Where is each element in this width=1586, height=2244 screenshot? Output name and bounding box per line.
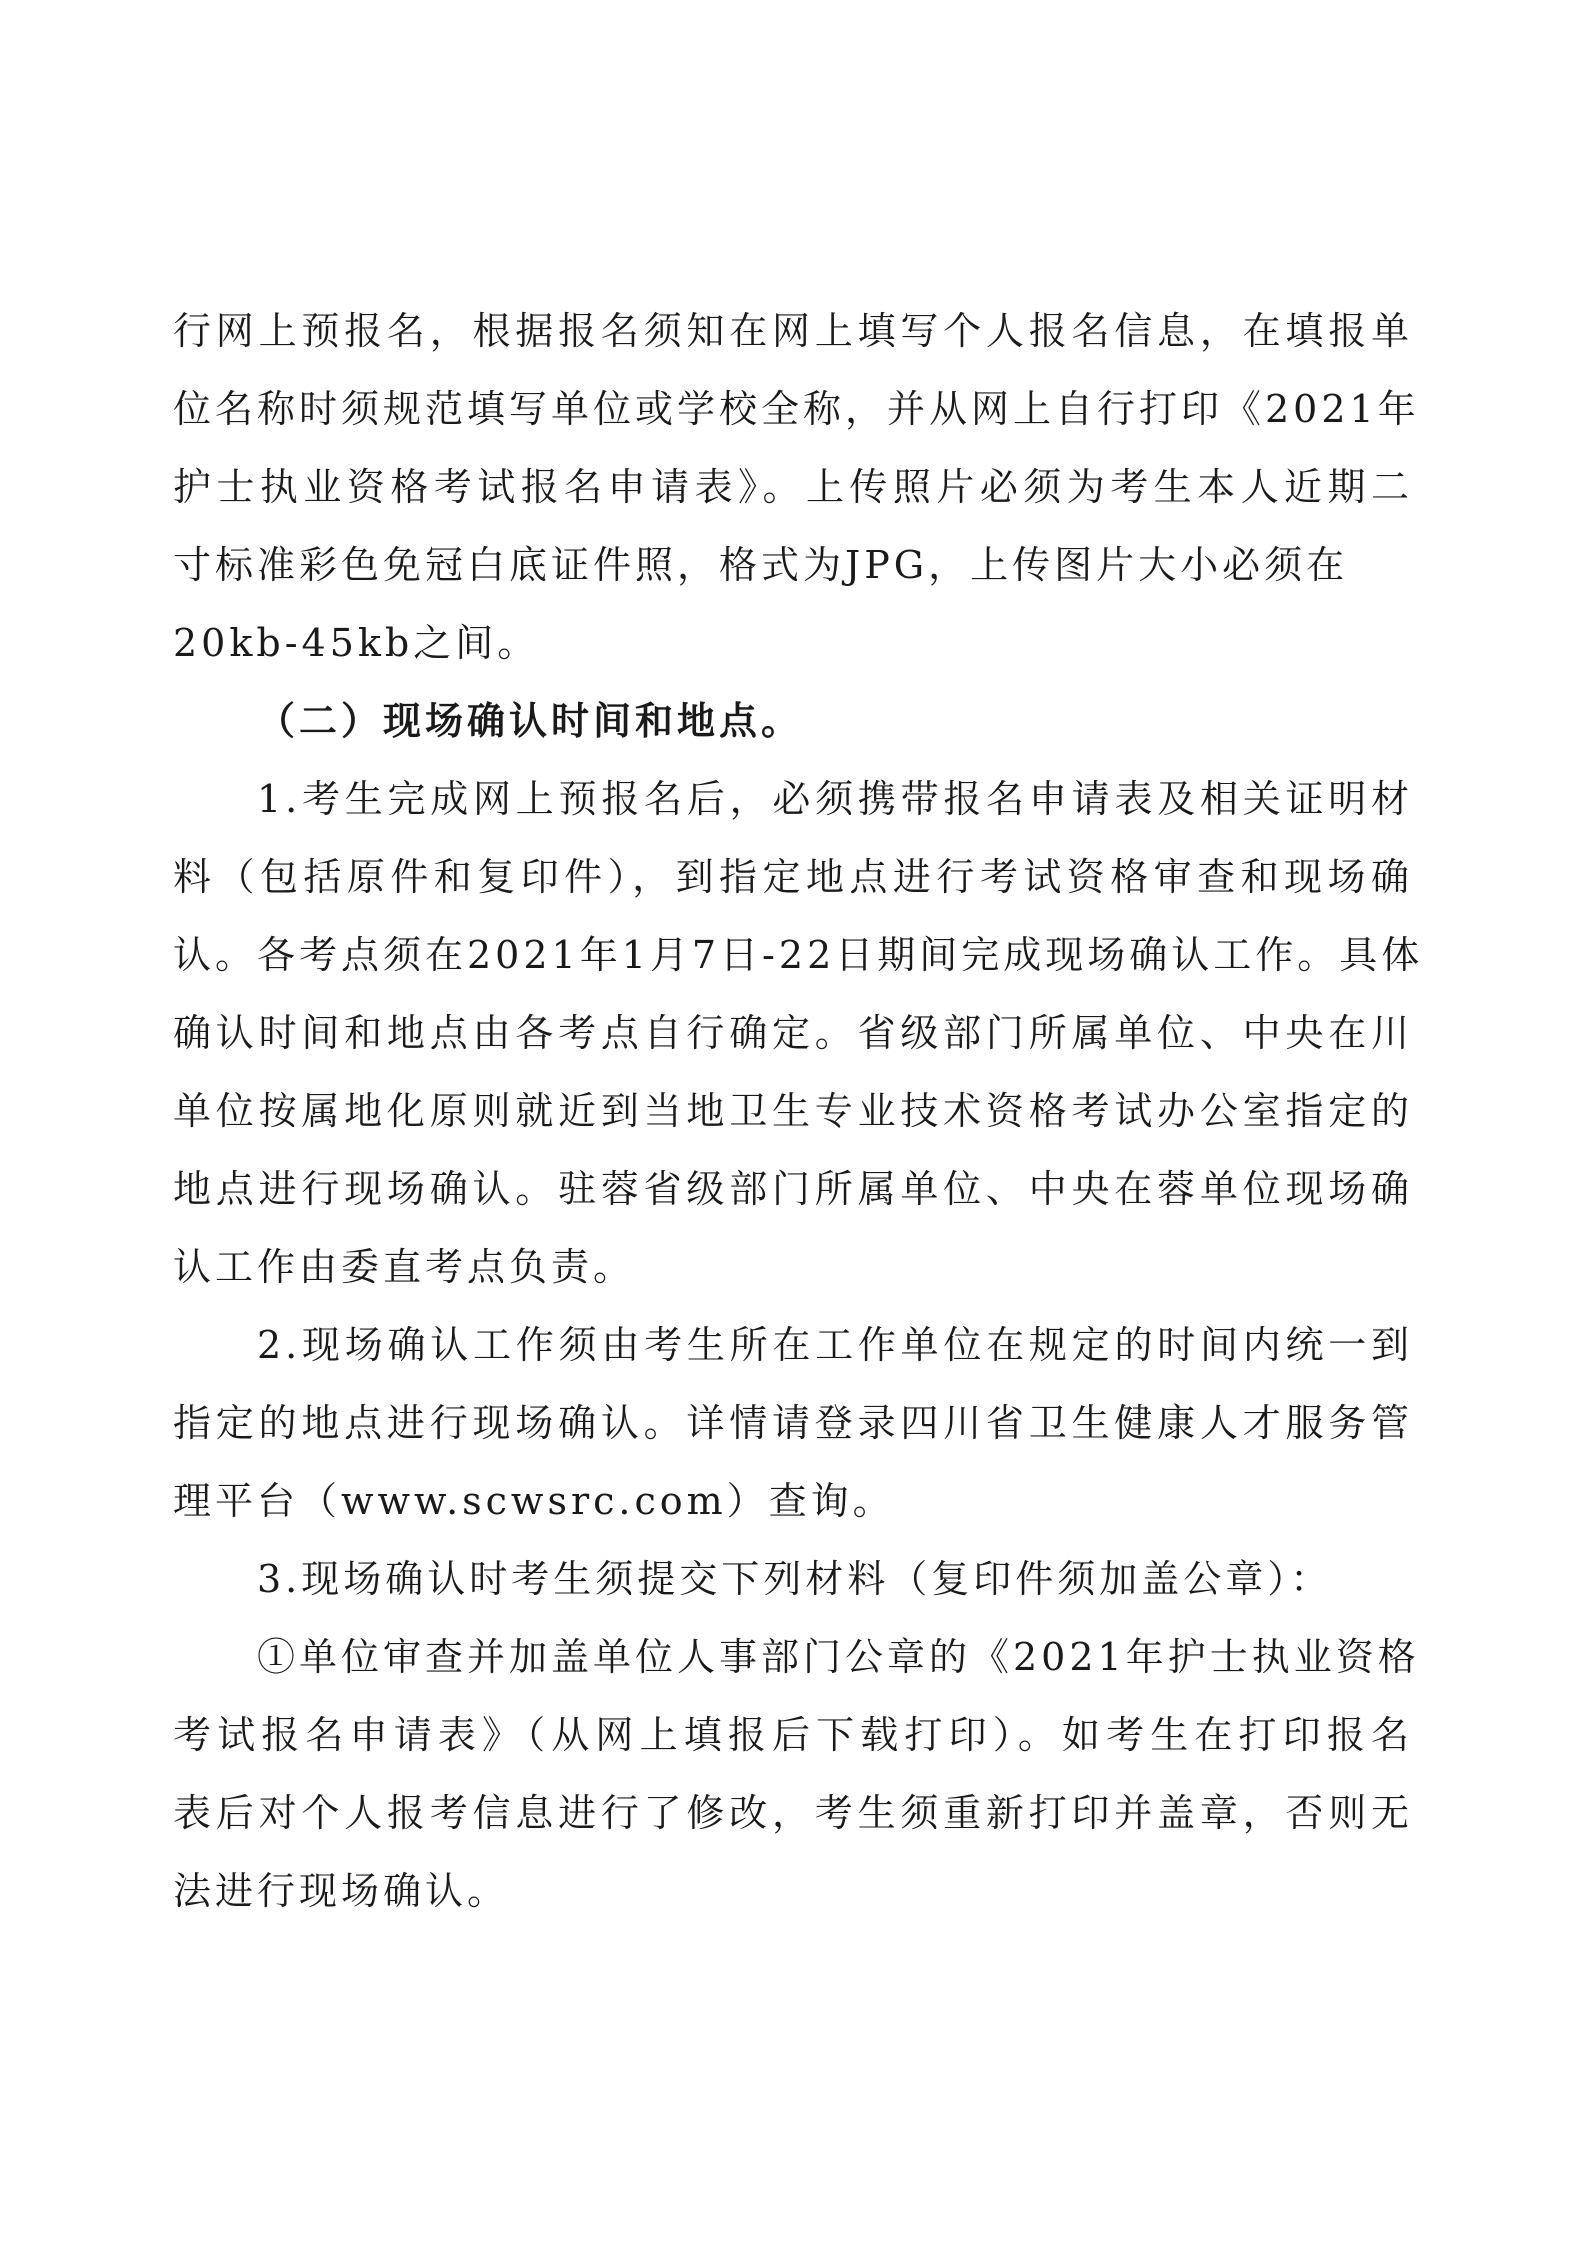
paragraph-line: 3.现场确认时考生须提交下列材料（复印件须加盖公章）： — [257, 1557, 1333, 1601]
paragraph-line: 护士执业资格考试报名申请表》。上传照片必须为考生本人近期二 — [173, 465, 1413, 509]
paragraph-line: 表后对个人报考信息进行了修改，考生须重新打印并盖章，否则无 — [173, 1791, 1413, 1835]
paragraph-line: 认工作由委直考点负责。 — [173, 1245, 636, 1289]
paragraph-line: 料（包括原件和复印件），到指定地点进行考试资格审查和现场确 — [173, 855, 1413, 899]
section-heading: （二）现场确认时间和地点。 — [257, 698, 804, 743]
paragraph-line: 单位按属地化原则就近到当地卫生专业技术资格考试办公室指定的 — [173, 1089, 1413, 1133]
paragraph-line: 地点进行现场确认。驻蓉省级部门所属单位、中央在蓉单位现场确 — [173, 1167, 1413, 1211]
paragraph-line: 寸标准彩色免冠白底证件照，格式为JPG，上传图片大小必须在 — [173, 543, 1349, 587]
paragraph-line: 2.现场确认工作须由考生所在工作单位在规定的时间内统一到 — [257, 1323, 1413, 1367]
paragraph-line: 位名称时须规范填写单位或学校全称，并从网上自行打印《2021年 — [173, 387, 1420, 431]
paragraph-line: 考试报名申请表》（从网上填报后下载打印）。如考生在打印报名 — [173, 1713, 1413, 1757]
paragraph-line: 行网上预报名，根据报名须知在网上填写个人报名信息，在填报单 — [173, 309, 1413, 353]
paragraph-line: 确认时间和地点由各考点自行确定。省级部门所属单位、中央在川 — [173, 1011, 1413, 1055]
paragraph-line: 指定的地点进行现场确认。详情请登录四川省卫生健康人才服务管 — [173, 1401, 1413, 1445]
paragraph-line: 法进行现场确认。 — [173, 1869, 510, 1913]
paragraph-line: 理平台（www.scwsrc.com）查询。 — [173, 1479, 895, 1523]
paragraph-line: 认。各考点须在2021年1月7日-22日期间完成现场确认工作。具体 — [173, 933, 1424, 977]
document-body — [173, 292, 1424, 1930]
paragraph-line: ①单位审查并加盖单位人事部门公章的《2021年护士执业资格 — [257, 1635, 1420, 1679]
paragraph-line: 1.考生完成网上预报名后，必须携带报名申请表及相关证明材 — [257, 777, 1413, 821]
paragraph-line: 20kb-45kb之间。 — [173, 621, 540, 665]
